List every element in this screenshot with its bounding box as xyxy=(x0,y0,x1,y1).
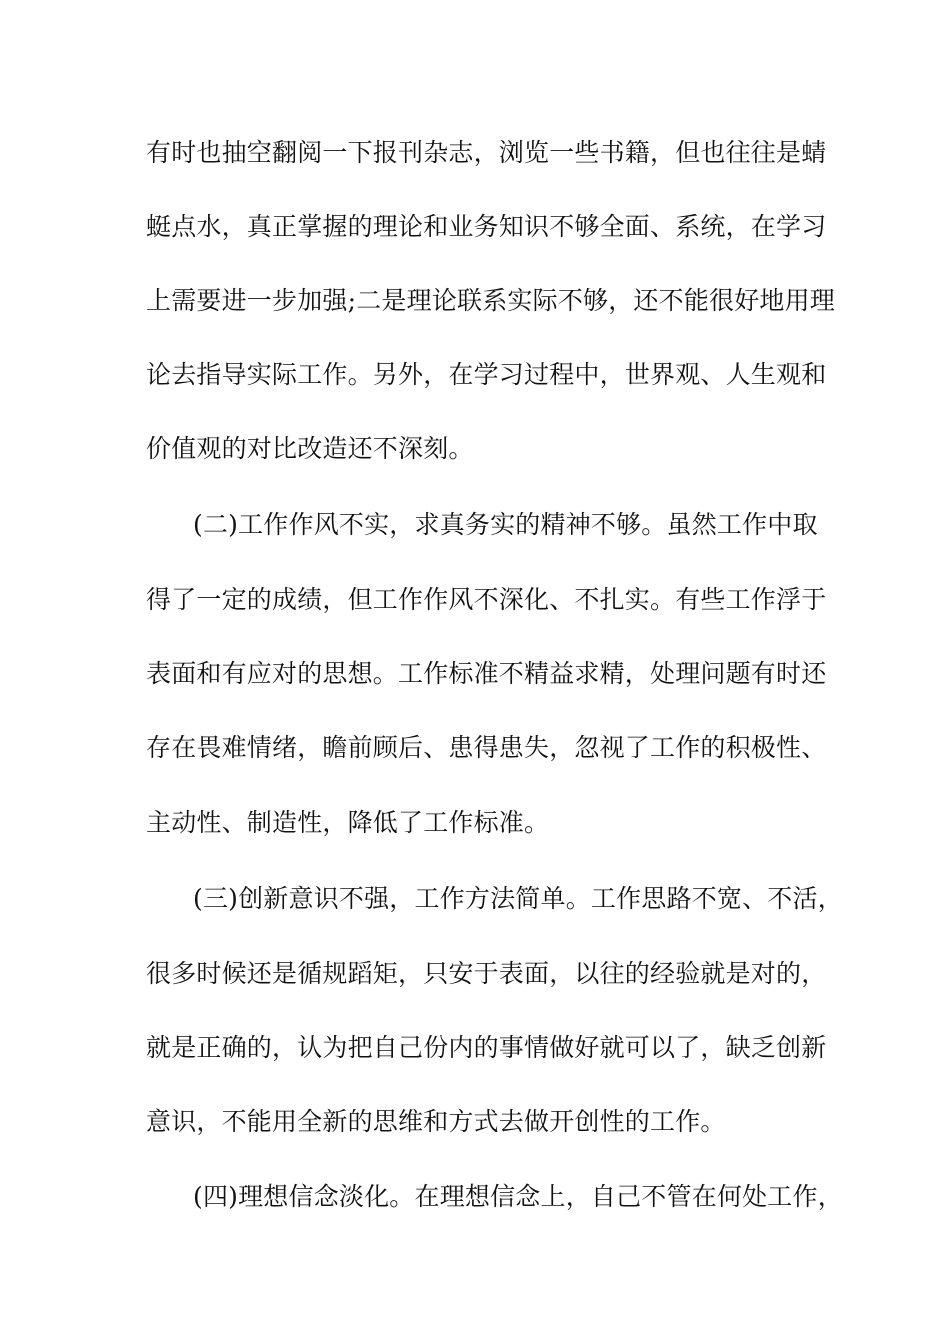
text-line: 就是正确的，认为把自己份内的事情做好就可以了，缺乏创新 xyxy=(146,1033,827,1062)
text-line: 主动性、制造性，降低了工作标准。 xyxy=(146,808,550,837)
text-line: 得了一定的成绩，但工作作风不深化、不扎实。有些工作浮于 xyxy=(146,585,827,614)
text-line: 价值观的对比改造还不深刻。 xyxy=(146,434,474,463)
text-line: 有时也抽空翻阅一下报刊杂志，浏览一些书籍，但也往往是蜻 xyxy=(146,138,827,167)
paragraph-3-first-line: (三)创新意识不强，工作方法简单。工作思路不宽、不活， xyxy=(193,884,843,913)
text-line: 表面和有应对的思想。工作标准不精益求精，处理问题有时还 xyxy=(146,659,827,688)
text-line: 论去指导实际工作。另外，在学习过程中，世界观、人生观和 xyxy=(146,360,827,389)
paragraph-4-first-line: (四)理想信念淡化。在理想信念上，自己不管在何处工作， xyxy=(193,1182,843,1211)
text-line: 上需要进一步加强;二是理论联系实际不够，还不能很好地用理 xyxy=(146,286,836,315)
paragraph-2-first-line: (二)工作作风不实，求真务实的精神不够。虽然工作中取 xyxy=(193,510,818,539)
text-line: 很多时候还是循规蹈矩，只安于表面，以往的经验就是对的， xyxy=(146,959,827,988)
text-line: 意识，不能用全新的思维和方式去做开创性的工作。 xyxy=(146,1107,726,1136)
text-line: 存在畏难情绪，瞻前顾后、患得患失，忽视了工作的积极性、 xyxy=(146,733,827,762)
text-line: 蜓点水，真正掌握的理论和业务知识不够全面、系统，在学习 xyxy=(146,212,827,241)
